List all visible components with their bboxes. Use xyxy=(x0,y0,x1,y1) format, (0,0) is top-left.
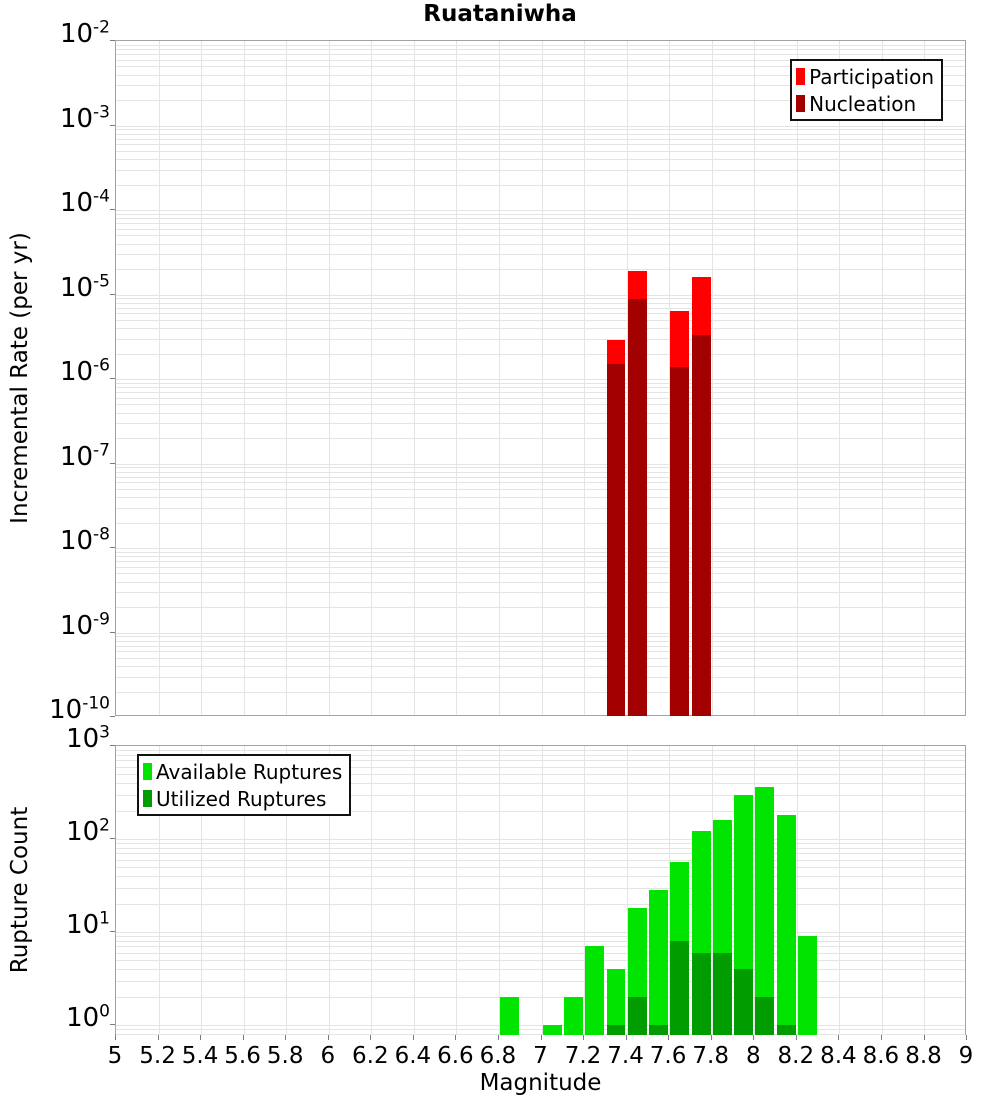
vertical-gridline xyxy=(882,746,883,1034)
minor-gridline xyxy=(116,876,965,877)
x-tick-mark xyxy=(115,1035,116,1040)
major-gridline xyxy=(116,932,965,933)
nucleation-bar-m7.3 xyxy=(607,364,626,716)
x-tick-mark xyxy=(328,1035,329,1040)
x-tick-label: 8.8 xyxy=(905,1043,942,1069)
vertical-gridline xyxy=(542,41,543,715)
x-tick-label: 5.4 xyxy=(181,1043,219,1069)
vertical-gridline xyxy=(499,746,500,1034)
nucleation-bar-m7.7 xyxy=(692,335,711,716)
minor-gridline xyxy=(116,843,965,844)
major-gridline xyxy=(116,633,965,634)
x-tick-mark xyxy=(711,1035,712,1040)
minor-gridline xyxy=(116,997,965,998)
available-ruptures-bar-m8.1 xyxy=(777,815,796,1035)
legend-entry-nucleation xyxy=(796,90,934,117)
x-tick-label: 6 xyxy=(320,1043,336,1069)
minor-gridline xyxy=(116,607,965,608)
vertical-gridline xyxy=(286,41,287,715)
minor-gridline xyxy=(116,860,965,861)
minor-gridline xyxy=(116,254,965,255)
x-tick-mark xyxy=(285,1035,286,1040)
minor-gridline xyxy=(116,489,965,490)
legend-entry-participation xyxy=(796,63,934,90)
legend-label: Utilized Ruptures xyxy=(156,786,327,811)
minor-gridline xyxy=(116,497,965,498)
count-y-axis-title: Rupture Count xyxy=(7,806,33,974)
vertical-gridline xyxy=(584,41,585,715)
x-tick-mark xyxy=(583,1035,584,1040)
vertical-gridline xyxy=(712,41,713,715)
count-plot-area xyxy=(115,745,966,1035)
x-tick-mark xyxy=(626,1035,627,1040)
x-tick-label: 7.6 xyxy=(649,1043,687,1069)
minor-gridline xyxy=(116,328,965,329)
x-tick-label: 6.6 xyxy=(437,1043,474,1069)
available-ruptures-bar-m7.5 xyxy=(649,890,668,1035)
x-tick-label: 8.6 xyxy=(862,1043,900,1069)
y-tick-label: $10^{-3}$ xyxy=(59,101,110,134)
minor-gridline xyxy=(116,867,965,868)
minor-gridline xyxy=(116,423,965,424)
minor-gridline xyxy=(116,151,965,152)
minor-gridline xyxy=(116,320,965,321)
minor-gridline xyxy=(116,953,965,954)
minor-gridline xyxy=(116,692,965,693)
x-tick-mark xyxy=(200,1035,201,1040)
available-ruptures-bar-m7.1 xyxy=(564,997,583,1035)
vertical-gridline xyxy=(754,41,755,715)
y-tick-label: $10^2$ xyxy=(66,815,110,847)
y-tick-mark xyxy=(110,931,115,932)
minor-gridline xyxy=(116,303,965,304)
minor-gridline xyxy=(116,308,965,309)
utilized-ruptures-bar-m7.7 xyxy=(692,953,711,1035)
minor-gridline xyxy=(116,636,965,637)
y-tick-label: $10^{-6}$ xyxy=(59,355,110,387)
major-gridline xyxy=(116,379,965,380)
x-tick-label: 5.6 xyxy=(224,1043,261,1069)
minor-gridline xyxy=(116,477,965,478)
y-tick-mark xyxy=(110,209,115,210)
x-tick-label: 8.4 xyxy=(820,1043,857,1069)
major-gridline xyxy=(116,839,965,840)
minor-gridline xyxy=(116,904,965,905)
x-tick-label: 7.2 xyxy=(564,1043,602,1069)
vertical-gridline xyxy=(456,41,457,715)
y-tick-mark xyxy=(110,838,115,839)
minor-gridline xyxy=(116,413,965,414)
vertical-gridline xyxy=(414,746,415,1034)
available-ruptures-bar-m7 xyxy=(543,1025,562,1035)
utilized-ruptures-bar-m7.4 xyxy=(628,997,647,1035)
y-tick-mark xyxy=(110,125,115,126)
minor-gridline xyxy=(116,339,965,340)
y-tick-label: $10^{-4}$ xyxy=(59,186,110,218)
minor-gridline xyxy=(116,946,965,947)
x-tick-label: 8 xyxy=(745,1043,761,1069)
y-tick-label: $10^3$ xyxy=(66,722,110,754)
y-tick-label: $10^{-5}$ xyxy=(59,270,110,303)
minor-gridline xyxy=(116,936,965,937)
minor-gridline xyxy=(116,387,965,388)
chart-title: Ruataniwha xyxy=(423,1,577,27)
y-tick-mark xyxy=(110,378,115,379)
vertical-gridline xyxy=(924,746,925,1034)
available-ruptures-bar-m6.8 xyxy=(500,997,519,1035)
x-tick-mark xyxy=(838,1035,839,1040)
available-ruptures-bar-m7.2 xyxy=(585,946,604,1035)
minor-gridline xyxy=(116,582,965,583)
utilized-ruptures-bar-m7.3 xyxy=(607,1025,626,1035)
minor-gridline xyxy=(116,666,965,667)
minor-gridline xyxy=(116,573,965,574)
minor-gridline xyxy=(116,313,965,314)
y-tick-label: $10^0$ xyxy=(66,1001,110,1033)
y-tick-mark xyxy=(110,716,115,717)
minor-gridline xyxy=(116,404,965,405)
vertical-gridline xyxy=(839,41,840,715)
x-tick-mark xyxy=(413,1035,414,1040)
vertical-gridline xyxy=(499,41,500,715)
minor-gridline xyxy=(116,969,965,970)
minor-gridline xyxy=(116,269,965,270)
major-gridline xyxy=(116,548,965,549)
y-tick-mark xyxy=(110,1024,115,1025)
minor-gridline xyxy=(116,556,965,557)
y-tick-mark xyxy=(110,632,115,633)
vertical-gridline xyxy=(371,41,372,715)
minor-gridline xyxy=(116,1029,965,1030)
rate-y-axis-title: Incremental Rate (per yr) xyxy=(7,232,33,524)
legend-entry-available-ruptures xyxy=(143,758,342,785)
minor-gridline xyxy=(116,960,965,961)
y-tick-mark xyxy=(110,463,115,464)
minor-gridline xyxy=(116,508,965,509)
y-tick-label: $10^{-10}$ xyxy=(49,693,110,725)
minor-gridline xyxy=(116,561,965,562)
minor-gridline xyxy=(116,244,965,245)
minor-gridline xyxy=(116,482,965,483)
minor-gridline xyxy=(116,467,965,468)
y-tick-mark xyxy=(110,40,115,41)
participation-color-swatch xyxy=(796,68,805,85)
minor-gridline xyxy=(116,392,965,393)
x-tick-label: 5 xyxy=(107,1043,123,1069)
minor-gridline xyxy=(116,214,965,215)
x-tick-label: 6.4 xyxy=(394,1043,432,1069)
minor-gridline xyxy=(116,54,965,55)
minor-gridline xyxy=(116,139,965,140)
minor-gridline xyxy=(116,229,965,230)
x-tick-label: 7.4 xyxy=(607,1043,644,1069)
minor-gridline xyxy=(116,941,965,942)
major-gridline xyxy=(116,210,965,211)
x-axis-title: Magnitude xyxy=(479,1070,602,1096)
minor-gridline xyxy=(116,848,965,849)
minor-gridline xyxy=(116,750,965,751)
minor-gridline xyxy=(116,354,965,355)
y-tick-label: $10^{-2}$ xyxy=(59,17,110,49)
y-tick-mark xyxy=(110,547,115,548)
y-tick-label: $10^1$ xyxy=(66,908,110,940)
y-tick-mark xyxy=(110,745,115,746)
minor-gridline xyxy=(116,641,965,642)
vertical-gridline xyxy=(371,746,372,1034)
major-gridline xyxy=(116,464,965,465)
available-ruptures-bar-m8.2 xyxy=(798,936,817,1035)
x-tick-label: 6.8 xyxy=(479,1043,517,1069)
x-tick-label: 6.2 xyxy=(352,1043,389,1069)
nucleation-bar-m7.4 xyxy=(628,299,647,716)
minor-gridline xyxy=(116,223,965,224)
minor-gridline xyxy=(116,646,965,647)
minor-gridline xyxy=(116,981,965,982)
minor-gridline xyxy=(116,218,965,219)
available-ruptures-color-swatch xyxy=(143,763,152,780)
legend-label: Participation xyxy=(809,64,934,89)
x-tick-label: 9 xyxy=(958,1043,974,1069)
minor-gridline xyxy=(116,185,965,186)
minor-gridline xyxy=(116,567,965,568)
vertical-gridline xyxy=(201,41,202,715)
rate-plot-area xyxy=(115,40,966,716)
y-tick-label: $10^{-9}$ xyxy=(59,608,110,641)
minor-gridline xyxy=(116,472,965,473)
minor-gridline xyxy=(116,658,965,659)
x-tick-mark xyxy=(924,1035,925,1040)
minor-gridline xyxy=(116,853,965,854)
x-tick-mark xyxy=(753,1035,754,1040)
x-tick-label: 5.8 xyxy=(266,1043,304,1069)
count-legend xyxy=(137,754,351,816)
utilized-ruptures-bar-m7.5 xyxy=(649,1025,668,1035)
vertical-gridline xyxy=(839,746,840,1034)
utilized-ruptures-bar-m8.1 xyxy=(777,1025,796,1035)
x-tick-mark xyxy=(668,1035,669,1040)
utilized-ruptures-bar-m8 xyxy=(755,997,774,1035)
minor-gridline xyxy=(116,144,965,145)
minor-gridline xyxy=(116,298,965,299)
y-tick-mark xyxy=(110,294,115,295)
x-tick-mark xyxy=(455,1035,456,1040)
rate-legend xyxy=(790,59,943,121)
x-tick-mark xyxy=(158,1035,159,1040)
legend-label: Available Ruptures xyxy=(156,759,343,784)
x-tick-label: 7 xyxy=(533,1043,548,1069)
minor-gridline xyxy=(116,49,965,50)
x-tick-mark xyxy=(498,1035,499,1040)
utilized-ruptures-bar-m7.8 xyxy=(713,953,732,1035)
x-tick-label: 8.2 xyxy=(777,1043,815,1069)
x-tick-mark xyxy=(881,1035,882,1040)
vertical-gridline xyxy=(159,41,160,715)
utilized-ruptures-bar-m7.6 xyxy=(670,941,689,1035)
minor-gridline xyxy=(116,383,965,384)
x-tick-label: 7.8 xyxy=(692,1043,729,1069)
x-tick-label: 5.2 xyxy=(139,1043,176,1069)
vertical-gridline xyxy=(924,41,925,715)
minor-gridline xyxy=(116,170,965,171)
minor-gridline xyxy=(116,438,965,439)
vertical-gridline xyxy=(797,41,798,715)
legend-entry-utilized-ruptures xyxy=(143,785,342,812)
utilized-ruptures-color-swatch xyxy=(143,790,152,807)
minor-gridline xyxy=(116,45,965,46)
major-gridline xyxy=(116,295,965,296)
minor-gridline xyxy=(116,651,965,652)
y-tick-label: $10^{-7}$ xyxy=(59,439,110,472)
major-gridline xyxy=(116,1025,965,1026)
major-gridline xyxy=(116,126,965,127)
vertical-gridline xyxy=(329,41,330,715)
x-tick-mark xyxy=(243,1035,244,1040)
minor-gridline xyxy=(116,592,965,593)
utilized-ruptures-bar-m7.9 xyxy=(734,969,753,1035)
vertical-gridline xyxy=(414,41,415,715)
minor-gridline xyxy=(116,159,965,160)
x-tick-mark xyxy=(370,1035,371,1040)
x-tick-mark xyxy=(966,1035,967,1040)
x-tick-mark xyxy=(541,1035,542,1040)
nucleation-color-swatch xyxy=(796,95,805,112)
minor-gridline xyxy=(116,523,965,524)
vertical-gridline xyxy=(244,41,245,715)
y-tick-label: $10^{-8}$ xyxy=(59,524,110,556)
minor-gridline xyxy=(116,888,965,889)
vertical-gridline xyxy=(542,746,543,1034)
nucleation-bar-m7.6 xyxy=(670,367,689,716)
x-tick-mark xyxy=(796,1035,797,1040)
vertical-gridline xyxy=(882,41,883,715)
minor-gridline xyxy=(116,134,965,135)
minor-gridline xyxy=(116,552,965,553)
minor-gridline xyxy=(116,677,965,678)
minor-gridline xyxy=(116,398,965,399)
vertical-gridline xyxy=(456,746,457,1034)
minor-gridline xyxy=(116,235,965,236)
minor-gridline xyxy=(116,129,965,130)
legend-label: Nucleation xyxy=(809,91,917,116)
